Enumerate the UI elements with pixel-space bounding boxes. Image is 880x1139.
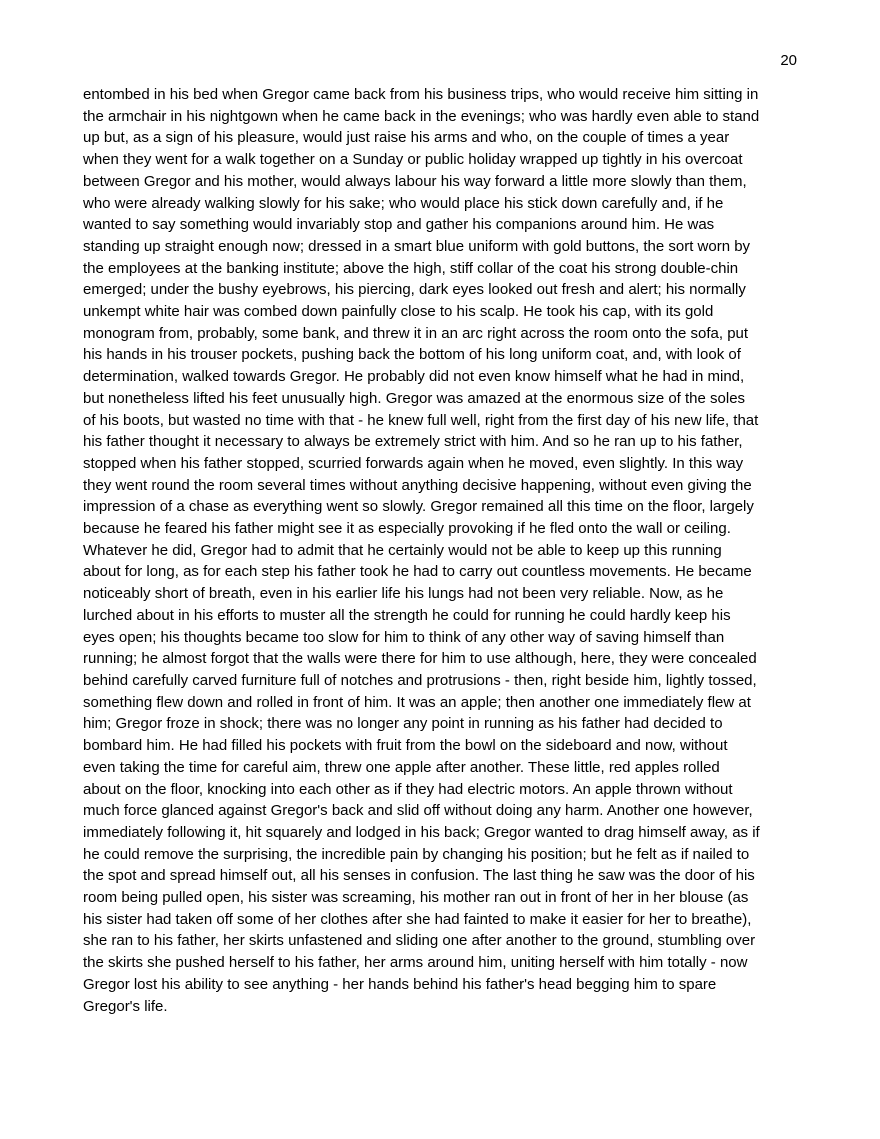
text-line: standing up straight enough now; dressed in a smart blue uniform with gold buttons, the sort worn by <box>83 237 751 255</box>
text-line: they went round the room several times without anything decisive happening, without even giving the <box>83 476 752 494</box>
text-line: who were already walking slowly for his sake; who would place his stick down carefully and, if he <box>83 194 724 212</box>
text-line: running; he almost forgot that the walls were there for him to use although, here, they were concealed <box>83 650 757 668</box>
text-line: emerged; under the bushy eyebrows, his piercing, dark eyes looked out fresh and alert; his normally <box>83 281 746 299</box>
text-line: of his boots, but wasted no time with that - he knew full well, right from the first day of his new life, that <box>83 411 759 429</box>
text-line: much force glanced against Gregor's back and slid off without doing any harm. Another one however, <box>83 802 753 820</box>
text-line: Gregor lost his ability to see anything - her hands behind his father's head begging him to spare <box>83 975 717 993</box>
text-line: his sister had taken off some of her clothes after she had fainted to make it easier for her to breathe), <box>83 910 752 928</box>
text-line: she ran to his father, her skirts unfastened and sliding one after another to the ground, stumbling over <box>83 932 756 950</box>
text-line: the skirts she pushed herself to his father, her arms around him, uniting herself with him totally - now <box>83 954 748 972</box>
text-line: lurched about in his efforts to muster all the strength he could for running he could hardly keep his <box>83 606 731 624</box>
text-line: Whatever he did, Gregor had to admit that he certainly would not be able to keep up this running <box>83 541 722 559</box>
text-line: impression of a chase as everything went so slowly. Gregor remained all this time on the floor, largely <box>83 498 754 516</box>
text-line: between Gregor and his mother, would always labour his way forward a little more slowly than them, <box>83 172 747 190</box>
text-line: monogram from, probably, some bank, and threw it in an arc right across the room onto the sofa, put <box>83 324 749 342</box>
text-line: bombard him. He had filled his pockets with fruit from the bowl on the sideboard and now, without <box>83 737 728 755</box>
text-line: stopped when his father stopped, scurried forwards again when he moved, even slightly. In this way <box>83 454 744 472</box>
text-line: the spot and spread himself out, all his senses in confusion. The last thing he saw was the door of his <box>83 867 755 885</box>
text-line: something flew down and rolled in front of him. It was an apple; then another one immediately flew at <box>83 693 751 711</box>
text-line: the armchair in his nightgown when he came back in the evenings; who was hardly even able to stand <box>83 107 760 125</box>
text-line: about on the floor, knocking into each other as if they had electric motors. An apple thrown without <box>83 780 733 798</box>
text-line: unkempt white hair was combed down painfully close to his scalp. He took his cap, with its gold <box>83 303 714 321</box>
text-line: even taking the time for careful aim, threw one apple after another. These little, red apples rolled <box>83 758 720 776</box>
text-line: the employees at the banking institute; above the high, stiff collar of the coat his strong double-chin <box>83 259 739 277</box>
text-line: but nonetheless lifted his feet unusually high. Gregor was amazed at the enormous size of the soles <box>83 389 746 407</box>
text-line: because he feared his father might see it as especially provoking if he fled onto the wall or ceiling. <box>83 520 731 538</box>
text-line: about for long, as for each step his father took he had to carry out countless movements. He became <box>83 563 752 581</box>
text-line: Gregor's life. <box>83 997 168 1015</box>
text-line: determination, walked towards Gregor. He probably did not even know himself what he had in mind, <box>83 368 745 386</box>
text-line: entombed in his bed when Gregor came back from his business trips, who would receive him sitting in <box>83 86 759 103</box>
text-line: him; Gregor froze in shock; there was no longer any point in running as his father had decided to <box>83 715 723 733</box>
text-line: when they went for a walk together on a Sunday or public holiday wrapped up tightly in his overcoat <box>83 151 743 169</box>
text-line: eyes open; his thoughts became too slow for him to think of any other way of saving himself than <box>83 628 725 646</box>
text-line: he could remove the surprising, the incredible pain by changing his position; but he felt as if nailed to <box>83 845 750 863</box>
text-line: his hands in his trouser pockets, pushing back the bottom of his long uniform coat, and, with look of <box>83 346 741 364</box>
text-line: noticeably short of breath, even in his earlier life his lungs had not been very reliable. Now, as he <box>83 585 724 603</box>
text-line: room being pulled open, his sister was screaming, his mother ran out in front of her in her blouse (as <box>83 889 749 907</box>
text-line: wanted to say something would invariably stop and gather his companions around him. He was <box>83 216 715 234</box>
page-number: 20 <box>780 52 797 69</box>
text-line: behind carefully carved furniture full of notches and protrusions - then, right beside him, lightly tossed, <box>83 671 757 689</box>
text-line: up but, as a sign of his pleasure, would just raise his arms and who, on the couple of times a year <box>83 129 730 147</box>
text-line: his father thought it necessary to always be extremely strict with him. And so he ran up to his father, <box>83 433 743 451</box>
text-line: immediately following it, hit squarely and lodged in his back; Gregor wanted to drag himself away, as if <box>83 823 760 841</box>
body-paragraph <box>83 84 803 1017</box>
